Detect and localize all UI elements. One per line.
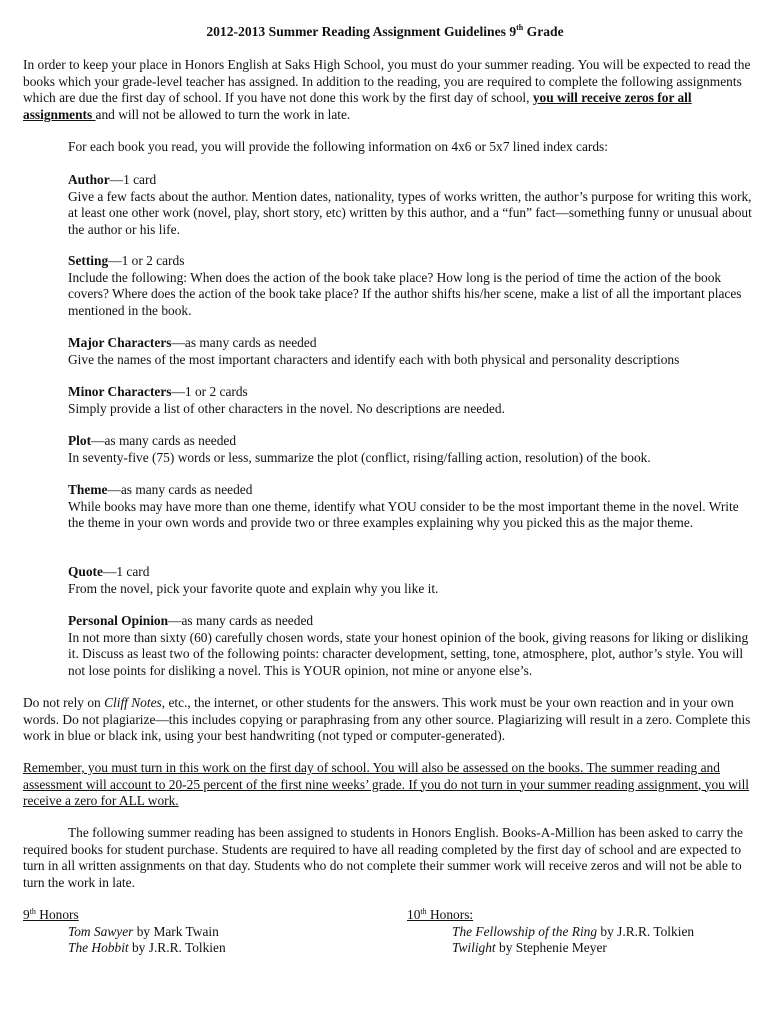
- section-minor-characters: [68, 384, 752, 417]
- section-text: Give a few facts about the author. Mention dates, nationality, types of works written, the author’s purpose for writing this work, at least one other work (novel, play, short story, etc) written by this author, and a “fun” fact—something funny or unusual about the author or his life.: [68, 188, 752, 237]
- section-personal-opinion: [68, 613, 752, 679]
- title-main: 2012-2013 Summer Reading Assignment Guidelines 9: [206, 24, 517, 39]
- section-text: Simply provide a list of other characters in the novel. No descriptions are needed.: [68, 400, 505, 416]
- section-count: —1 card: [109, 172, 157, 187]
- section-text: While books may have more than one theme, identify what YOU consider to be the most important theme in the novel. Write the theme in your own words and provide two or three examples explaining why you picked this as the major theme.: [68, 498, 739, 530]
- section-label: Minor Characters: [68, 384, 172, 399]
- section-heading: [68, 564, 752, 581]
- section-label: Setting: [68, 253, 109, 268]
- book-item: [23, 940, 226, 957]
- section-count: —as many cards as needed: [107, 482, 253, 497]
- book-author: by Mark Twain: [133, 923, 219, 939]
- section-count: —as many cards as needed: [91, 433, 237, 448]
- heading-number: 9: [23, 907, 30, 922]
- book-title: The Fellowship of the Ring: [452, 923, 598, 939]
- ninth-honors-heading: [23, 907, 226, 924]
- tenth-honors-heading: [407, 907, 694, 924]
- section-major-characters: [68, 335, 752, 368]
- book-author: by J.R.R. Tolkien: [128, 940, 226, 955]
- section-count: —as many cards as needed: [168, 613, 314, 628]
- cards-intro: For each book you read, you will provide the following information on 4x6 or 5x7 lined index cards:: [68, 139, 608, 154]
- section-setting: [68, 253, 752, 319]
- section-quote: [68, 564, 752, 597]
- book-item: [407, 940, 694, 957]
- book-item: [407, 924, 694, 941]
- section-count: —1 card: [102, 564, 150, 579]
- section-label: Plot: [68, 433, 92, 448]
- heading-superscript: th: [29, 907, 36, 916]
- intro-end: and will not be allowed to turn the work in late.: [95, 106, 351, 122]
- rely-paragraph: [23, 695, 751, 745]
- title-superscript: th: [516, 23, 524, 32]
- section-heading: [68, 613, 752, 630]
- rely-italic: Cliff Notes: [104, 695, 162, 710]
- section-plot: [68, 433, 752, 466]
- heading-superscript: th: [420, 907, 427, 916]
- book-author: by Stephenie Meyer: [495, 940, 607, 955]
- assigned-paragraph: The following summer reading has been assigned to students in Honors English. Books-A-Million has been asked to carry the required books for student purchase. Students are required to have all reading completed by the first day of school and are expected to turn in all written assignments on that day. Students who do not complete their summer work will receive zeros and will not be able to turn the work in late.: [23, 825, 743, 890]
- section-text: From the novel, pick your favorite quote and explain why you like it.: [68, 580, 439, 596]
- remember-paragraph: Remember, you must turn in this work on the first day of school. You will also be assessed on the books. The summer reading and assessment will account to 20-25 percent of the first nine weeks’ grade. If you do not turn in your summer reading assignment, you will receive a zero for ALL work.: [23, 760, 750, 808]
- section-heading: [68, 172, 752, 189]
- rely-post: , etc., the internet, or other students for the answers. This work must be your own reaction and in your own words. Do not plagiarize—this includes copying or paraphrasing from any other source. Plagiarizing will result in a zero. Complete this work in blue or black ink, using your best handwriting (not typed or computer-generated).: [23, 695, 751, 743]
- section-text: In not more than sixty (60) carefully chosen words, state your honest opinion of the book, giving reasons for liking or disliking it. Discuss as least two of the following points: character development, setting, tone, atmosphere, plot, author’s style. You will not lose points for disliking a novel. This is YOUR opinion, not mine or anyone else’s.: [68, 629, 749, 678]
- book-title: Tom Sawyer: [68, 923, 134, 939]
- reading-lists: [23, 907, 751, 967]
- book-title: Twilight: [452, 940, 496, 955]
- section-heading: [68, 384, 752, 401]
- intro-paragraph: [23, 57, 751, 123]
- section-text: Give the names of the most important characters and identify each with both physical and personality descriptions: [68, 351, 680, 367]
- section-label: Personal Opinion: [68, 613, 169, 628]
- heading-label: Honors:: [426, 907, 474, 922]
- section-label: Author: [68, 172, 110, 187]
- intro-emphasis: you will receive zeros for all assignments: [23, 90, 692, 122]
- section-count: —1 or 2 cards: [108, 253, 185, 268]
- rely-pre: Do not rely on: [23, 695, 105, 710]
- section-heading: [68, 482, 752, 499]
- section-count: —as many cards as needed: [171, 335, 317, 350]
- section-heading: [68, 335, 752, 352]
- section-text: In seventy-five (75) words or less, summarize the plot (conflict, rising/falling action, resolution) of the book.: [68, 449, 651, 465]
- book-title: The Hobbit: [68, 940, 129, 955]
- section-text: Include the following: When does the action of the book take place? How long is the period of time the action of the book covers? Where does the action of the book take place? If the author shifts his/her scene, make a list of all the important places mentioned in the book.: [68, 269, 742, 318]
- intro-text: In order to keep your place in Honors English at Saks High School, you must do your summer reading. You will be expected to read the books which your grade-level teacher has assigned. In addition to the reading, you are required to complete the following assignments which are due the first day of school. If you have not done this work by the first day of school,: [23, 57, 751, 105]
- section-author: [68, 172, 752, 238]
- section-label: Major Characters: [68, 335, 172, 350]
- section-heading: [68, 433, 752, 450]
- heading-label: Honors: [35, 907, 79, 922]
- heading-number: 10: [407, 907, 421, 922]
- page-title: [0, 24, 770, 41]
- ninth-honors-list: [23, 907, 226, 957]
- book-author: by J.R.R. Tolkien: [597, 923, 695, 939]
- section-label: Theme: [68, 482, 108, 497]
- section-count: —1 or 2 cards: [171, 384, 248, 399]
- section-label: Quote: [68, 564, 103, 579]
- section-heading: [68, 253, 752, 270]
- section-theme: [68, 482, 752, 532]
- tenth-honors-list: [407, 907, 694, 957]
- book-item: [23, 924, 226, 941]
- title-tail: Grade: [523, 24, 564, 39]
